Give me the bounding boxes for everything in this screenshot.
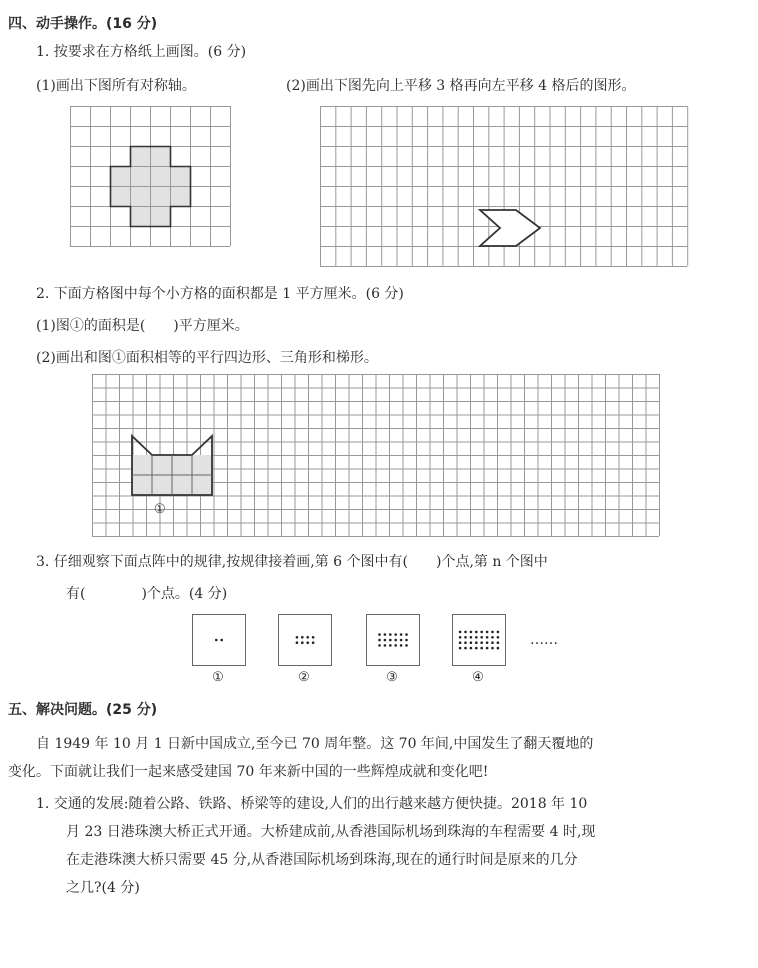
dot [400, 639, 403, 642]
dot [480, 647, 483, 650]
dot [464, 636, 467, 639]
dot [394, 639, 397, 642]
dot [389, 644, 392, 647]
dot [389, 639, 392, 642]
dot-pattern-label-4: ④ [472, 670, 484, 685]
dot [459, 647, 462, 650]
q3-line2: 有( )个点。(4 分) [66, 586, 228, 602]
dot [486, 647, 489, 650]
cross-figure-grid [70, 106, 238, 256]
dot-pattern-4 [452, 614, 506, 666]
dot [475, 647, 478, 650]
dot [378, 644, 381, 647]
dot-pattern-label-3: ③ [386, 670, 398, 685]
dot [464, 631, 467, 634]
dot [486, 631, 489, 634]
s5-q1-line3: 在走港珠澳大桥只需要 45 分,从香港国际机场到珠海,现在的通行时间是原来的几分 [66, 852, 578, 868]
section5-intro-line2: 变化。下面就让我们一起来感受建国 70 年来新中国的一些辉煌成就和变化吧! [8, 764, 489, 780]
area-figure-grid [92, 374, 660, 536]
dot [405, 644, 408, 647]
dot [475, 641, 478, 644]
q1-part2: (2)画出下图先向上平移 3 格再向左平移 4 格后的图形。 [286, 78, 636, 94]
dot [384, 639, 387, 642]
dot [394, 644, 397, 647]
dot [306, 641, 309, 644]
dot [470, 631, 473, 634]
dot [312, 636, 315, 639]
dot [405, 639, 408, 642]
dot [389, 633, 392, 636]
dot [491, 641, 494, 644]
dot [486, 636, 489, 639]
q2-part2: (2)画出和图①面积相等的平行四边形、三角形和梯形。 [36, 350, 378, 366]
dot [306, 636, 309, 639]
dot [480, 641, 483, 644]
dot [384, 633, 387, 636]
dot [459, 631, 462, 634]
dot [497, 636, 500, 639]
grid-lines [70, 106, 231, 247]
dot-pattern-3 [366, 614, 420, 666]
q3-line1: 3. 仔细观察下面点阵中的规律,按规律接着画,第 6 个图中有( )个点,第 n 个图中 [36, 554, 548, 570]
section5-title: 五、解决问题。(25 分) [8, 702, 158, 718]
dot [378, 639, 381, 642]
dot [215, 639, 218, 642]
dot [491, 636, 494, 639]
dot [312, 641, 315, 644]
figure-1-label: ① [154, 502, 166, 517]
dot-pattern-1 [192, 614, 246, 666]
q2-stem: 2. 下面方格图中每个小方格的面积都是 1 平方厘米。(6 分) [36, 286, 404, 302]
dot [400, 633, 403, 636]
dot [470, 636, 473, 639]
q2-part1: (1)图①的面积是( )平方厘米。 [36, 318, 249, 334]
dot [475, 631, 478, 634]
dot [301, 641, 304, 644]
dot [405, 633, 408, 636]
dot-pattern-2 [278, 614, 332, 666]
dot [480, 631, 483, 634]
section4-title: 四、动手操作。(16 分) [8, 16, 158, 32]
dot [301, 636, 304, 639]
dot [491, 647, 494, 650]
dot [400, 644, 403, 647]
q1-stem: 1. 按要求在方格纸上画图。(6 分) [36, 44, 247, 60]
dot [459, 641, 462, 644]
dot [475, 636, 478, 639]
dot [464, 647, 467, 650]
dot [378, 633, 381, 636]
dot [486, 641, 489, 644]
dot [464, 641, 467, 644]
dot [470, 647, 473, 650]
dot [497, 647, 500, 650]
dot [491, 631, 494, 634]
dot [296, 636, 299, 639]
dot [459, 636, 462, 639]
dot [497, 641, 500, 644]
dot [470, 641, 473, 644]
dot [384, 644, 387, 647]
dot-pattern-label-2: ② [298, 670, 310, 685]
arrow-figure-grid [320, 106, 688, 266]
section5-intro-line1: 自 1949 年 10 月 1 日新中国成立,至今已 70 周年整。这 70 年间,中国发生了翻天覆地的 [36, 736, 594, 752]
s5-q1-line4: 之几?(4 分) [66, 880, 140, 896]
dot [220, 639, 223, 642]
dot [296, 641, 299, 644]
dot [480, 636, 483, 639]
dot-ellipsis: …… [530, 632, 558, 648]
dot [394, 633, 397, 636]
dot [497, 631, 500, 634]
dot-pattern-label-1: ① [212, 670, 224, 685]
q1-part1: (1)画出下图所有对称轴。 [36, 78, 196, 94]
s5-q1-line1: 1. 交通的发展:随着公路、铁路、桥梁等的建设,人们的出行越来越方便快捷。2018 年 10 [36, 796, 588, 812]
s5-q1-line2: 月 23 日港珠澳大桥正式开通。大桥建成前,从香港国际机场到珠海的车程需要 4 时,现 [66, 824, 596, 840]
